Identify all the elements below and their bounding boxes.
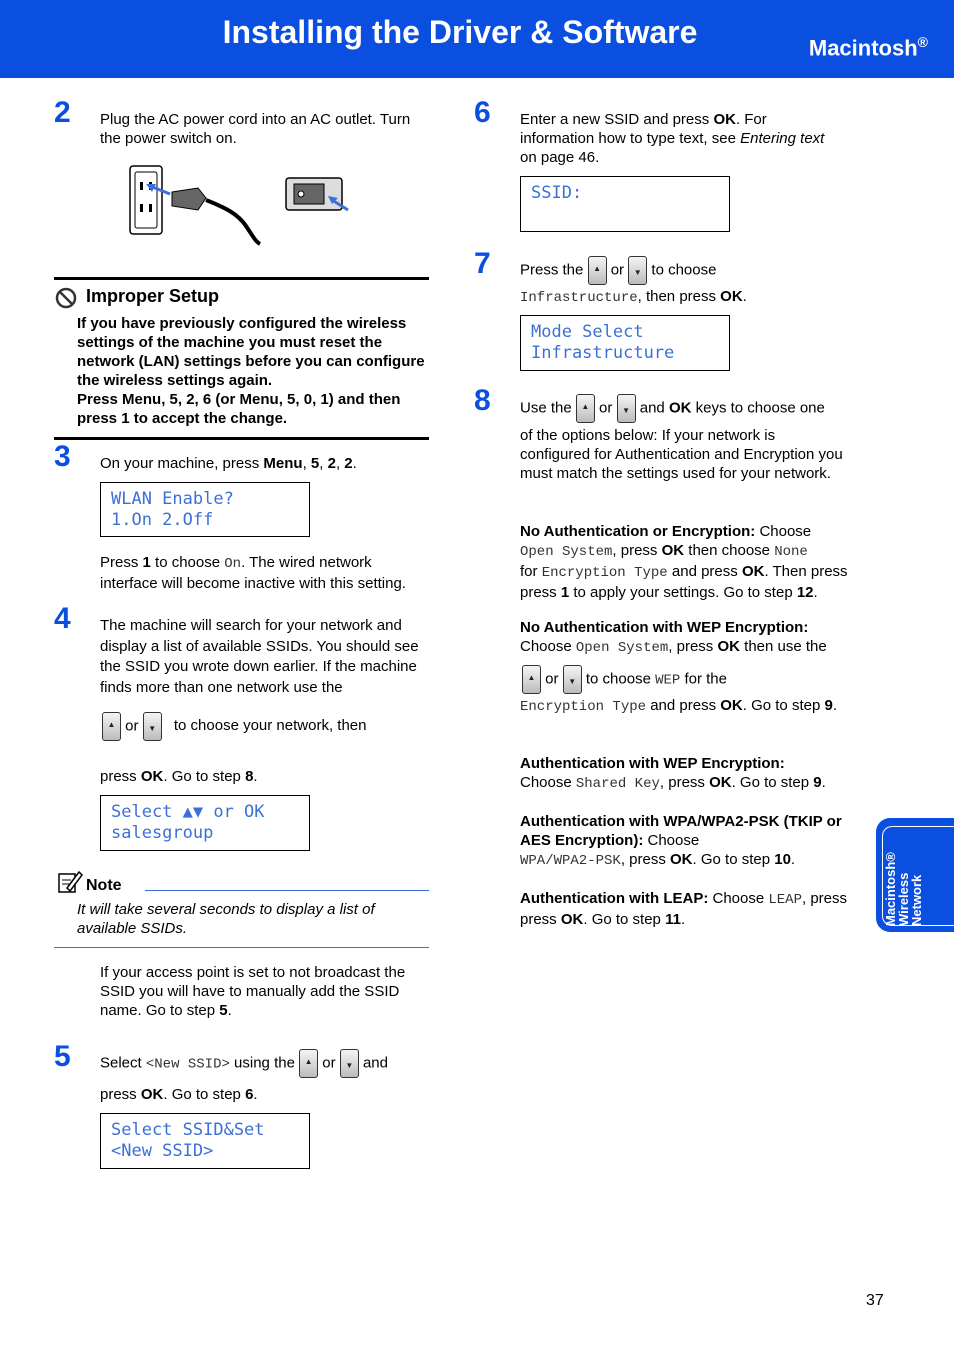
lcd-display: Select SSID&Set <New SSID>	[100, 1113, 310, 1169]
divider	[54, 277, 429, 280]
step-5-press-ok: press OK. Go to step 6.	[100, 1086, 258, 1103]
outlet-icon	[130, 166, 162, 234]
note-text: It will take several seconds to display a list of available SSIDs.	[77, 901, 375, 937]
down-arrow-key-icon: ▼	[563, 665, 582, 694]
down-arrow-key-icon: ▼	[617, 394, 636, 423]
note-after-text: If your access point is set to not broadcast the SSID you will have to manually add the SSID name. Go to step 5.	[100, 964, 406, 1019]
step-3-text: On your machine, press Menu, 5, 2, 2.	[100, 455, 357, 472]
step-8-intro: of the options below: If your network is configured for Authentication and Encryption you must match the settings used for your network.	[520, 427, 843, 482]
step-number: 6	[474, 96, 491, 129]
up-arrow-key-icon: ▲	[576, 394, 595, 423]
option-auth-wpa: Authentication with WPA/WPA2-PSK (TKIP or AES Encryption): Choose WPA/WPA2-PSK, press OK. Go to step 10.	[520, 813, 842, 869]
power-switch-icon	[286, 178, 348, 210]
down-arrow-key-icon: ▼	[340, 1049, 359, 1078]
lcd-display: WLAN Enable? 1.On 2.Off	[100, 482, 310, 537]
power-cord-illustration	[126, 162, 366, 248]
option-auth-leap: Authentication with LEAP: Choose LEAP, press press OK. Go to step 11.	[520, 890, 847, 928]
page-number: 37	[866, 1292, 884, 1309]
up-arrow-key-icon: ▲	[588, 256, 607, 285]
step-8-text: Use the ▲ or ▼ and OK keys to choose one	[520, 394, 825, 423]
option-auth-wep: Authentication with WEP Encryption: Choose Shared Key, press OK. Go to step 9.	[520, 755, 826, 792]
lcd-display: SSID:	[520, 176, 730, 232]
page-title: Installing the Driver & Software	[222, 14, 698, 50]
option-no-auth-wep-end: Encryption Type and press OK. Go to step 9.	[520, 697, 837, 715]
improper-setup-heading: Improper Setup	[86, 286, 220, 306]
option-no-auth-wep: No Authentication with WEP Encryption: Choose Open System, press OK then use the	[520, 619, 827, 656]
step-4-arrows: ▲ or ▼ to choose your network, then	[102, 712, 366, 741]
step-4-press-ok: press OK. Go to step 8.	[100, 768, 258, 785]
note-divider	[54, 947, 429, 948]
lcd-display: Select ▲▼ or OK salesgroup	[100, 795, 310, 851]
option-no-auth-wep-arrows: ▲ or ▼ to choose WEP for the	[522, 665, 727, 694]
step-number: 8	[474, 384, 491, 417]
note-heading: Note	[86, 877, 122, 894]
up-arrow-key-icon: ▲	[522, 665, 541, 694]
down-arrow-key-icon: ▼	[143, 712, 162, 741]
step-7-text: Press the ▲ or ▼ to choose	[520, 256, 716, 285]
lcd-display: Mode Select Infrastructure	[520, 315, 730, 371]
step-number: 7	[474, 247, 491, 280]
note-divider	[145, 890, 429, 891]
down-arrow-key-icon: ▼	[628, 256, 647, 285]
section-label: Macintosh®	[808, 34, 928, 61]
plug-icon	[146, 184, 260, 244]
option-no-auth-no-enc: No Authentication or Encryption: Choose Open System, press OK then choose None for Encryption Type and press OK. Then press press 1 to apply your settings. Go to step 12.	[520, 523, 848, 601]
divider	[54, 437, 429, 440]
step-number: 4	[54, 602, 71, 635]
step-4-text: The machine will search for your network and display a list of available SSIDs. You should see the SSID you wrote down earlier. If the machine finds more than one network use the	[100, 617, 419, 696]
page-header	[0, 0, 954, 78]
step-5-text: Select <New SSID> using the ▲ or ▼ and	[100, 1049, 388, 1078]
prohibited-icon	[55, 287, 77, 309]
note-pencil-icon	[57, 870, 83, 894]
step-3-after: Press 1 to choose On. The wired network interface will become inactive with this setting.	[100, 554, 406, 592]
up-arrow-key-icon: ▲	[102, 712, 121, 741]
step-6-text: Enter a new SSID and press OK. For information how to type text, see Entering text on page 46.	[520, 111, 825, 166]
step-2-text: Plug the AC power cord into an AC outlet. Turn the power switch on.	[100, 111, 411, 147]
section-side-tab: Macintosh® Wireless Network	[876, 818, 954, 932]
improper-setup-body: If you have previously configured the wireless settings of the machine you must reset the network (LAN) settings before you can configure the wireless settings again. Press Menu, 5, 2, 6 (or Menu, 5, 0, 1) and then press 1 to accept the change.	[77, 315, 425, 427]
step-number: 2	[54, 96, 71, 129]
up-arrow-key-icon: ▲	[299, 1049, 318, 1078]
step-number: 5	[54, 1040, 71, 1073]
step-7-then: Infrastructure, then press OK.	[520, 288, 747, 306]
step-number: 3	[54, 440, 71, 473]
